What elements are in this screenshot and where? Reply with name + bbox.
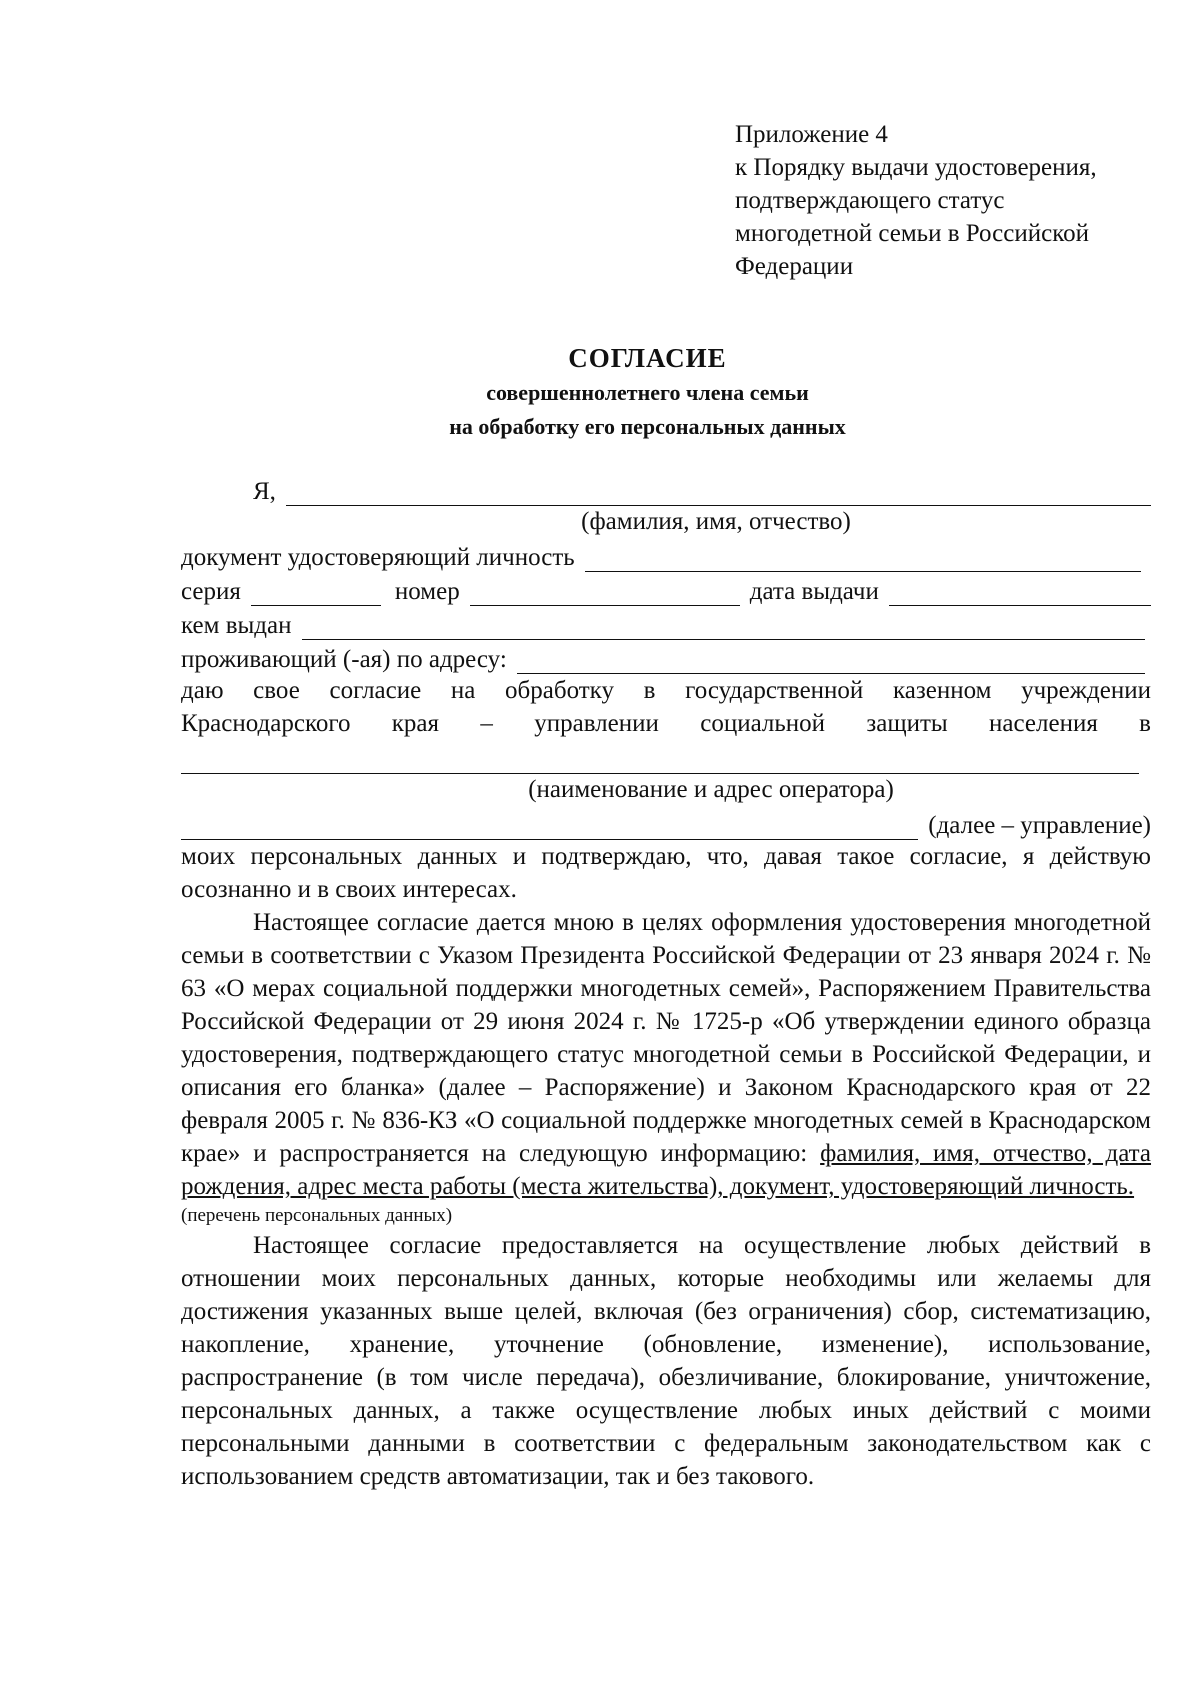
doc-row bbox=[181, 538, 1151, 572]
operator-field-2[interactable] bbox=[181, 815, 918, 840]
annex-line: к Порядку выдачи удостоверения, bbox=[735, 154, 1097, 181]
issued-row bbox=[181, 606, 1151, 640]
operator-field[interactable] bbox=[181, 749, 1139, 774]
number-label: номер bbox=[394, 578, 460, 605]
consent-line-2: Краснодарского края – управлении социальной защиты населения в bbox=[181, 710, 1151, 737]
title-sub-1: совершеннолетнего члена семьи bbox=[486, 380, 809, 405]
consent-rest: моих персональных данных и подтверждаю, что, давая такое согласие, я действую осознанно и в своих интересах. bbox=[181, 843, 1151, 903]
address-label: проживающий (-ая) по адресу: bbox=[181, 646, 507, 673]
annex-line: многодетной семьи в Российской bbox=[735, 220, 1089, 247]
series-field[interactable] bbox=[251, 581, 381, 606]
number-field[interactable] bbox=[470, 581, 740, 606]
annex-line: подтверждающего статус bbox=[735, 187, 1005, 214]
doc-field[interactable] bbox=[585, 547, 1141, 572]
issued-field[interactable] bbox=[302, 615, 1146, 640]
further-label: (далее – управление) bbox=[928, 812, 1151, 839]
fio-field[interactable] bbox=[286, 481, 1151, 506]
personal-data-list: фамилия, имя, отчество, дата рождения, адрес места работы (места жительства), документ, удостоверяющий личность. bbox=[181, 1140, 1152, 1200]
operator-row-2 bbox=[181, 806, 1151, 840]
series-label: серия bbox=[181, 578, 241, 605]
date-label: дата выдачи bbox=[749, 578, 879, 605]
title-main: СОГЛАСИЕ bbox=[568, 343, 727, 373]
issued-label: кем выдан bbox=[181, 612, 292, 639]
purpose-text: Настоящее согласие дается мною в целях оформления удостоверения многодетной семьи в соответствии с Указом Президента Российской Федерации от 23 января 2024 г. № 63 «О мерах социальной поддержки многодетных семей», Распоряжением Правительства Российской Федерации от 29 июня 2024 г. № 1725-р «Об утверждении единого образца удостоверения, подтверждающего статус многодетной семьи в Российской Федерации, и описания его бланка» (далее – Распоряжение) и Законом Краснодарского края от 22 февраля 2005 г. № 836-КЗ «О социальной поддержке многодетных семей в Краснодарском крае» и распространяется на следующую информацию: bbox=[181, 909, 1151, 1167]
ya-label: Я, bbox=[253, 478, 276, 505]
operator-caption: (наименование и адрес оператора) bbox=[528, 776, 894, 803]
fio-caption: (фамилия, имя, отчество) bbox=[581, 508, 851, 535]
document-title bbox=[0, 340, 1200, 444]
purpose-paragraph bbox=[181, 906, 1151, 1203]
fio-row bbox=[181, 472, 1151, 506]
doc-label: документ удостоверяющий личность bbox=[181, 544, 575, 571]
annex-line: Федерации bbox=[735, 253, 854, 280]
annex-header bbox=[735, 118, 1097, 283]
title-sub-2: на обработку его персональных данных bbox=[449, 414, 846, 439]
document-body bbox=[181, 472, 1151, 1493]
series-row bbox=[181, 572, 1151, 606]
operator-row bbox=[181, 740, 1151, 774]
consent-line-1: даю свое согласие на обработку в государственной казенном учреждении bbox=[181, 677, 1151, 704]
address-field[interactable] bbox=[517, 649, 1145, 674]
address-row bbox=[181, 640, 1151, 674]
date-field[interactable] bbox=[889, 581, 1151, 606]
annex-line: Приложение 4 bbox=[735, 121, 888, 148]
actions-paragraph: Настоящее согласие предоставляется на осуществление любых действий в отношении моих персональных данных, которые необходимы или желаемы для достижения указанных выше целей, включая (без ограничения) сбор, систематизацию, накопление, хранение, уточнение (обновление, изменение), использование, распространение (в том числе передача), обезличивание, блокирование, уничтожение, персональных данных, а также осуществление любых иных действий с моими персональными данными в соответствии с федеральным законодательством как с использованием средств автоматизации, так и без такового. bbox=[181, 1232, 1151, 1490]
list-caption: (перечень персональных данных) bbox=[181, 1205, 453, 1226]
